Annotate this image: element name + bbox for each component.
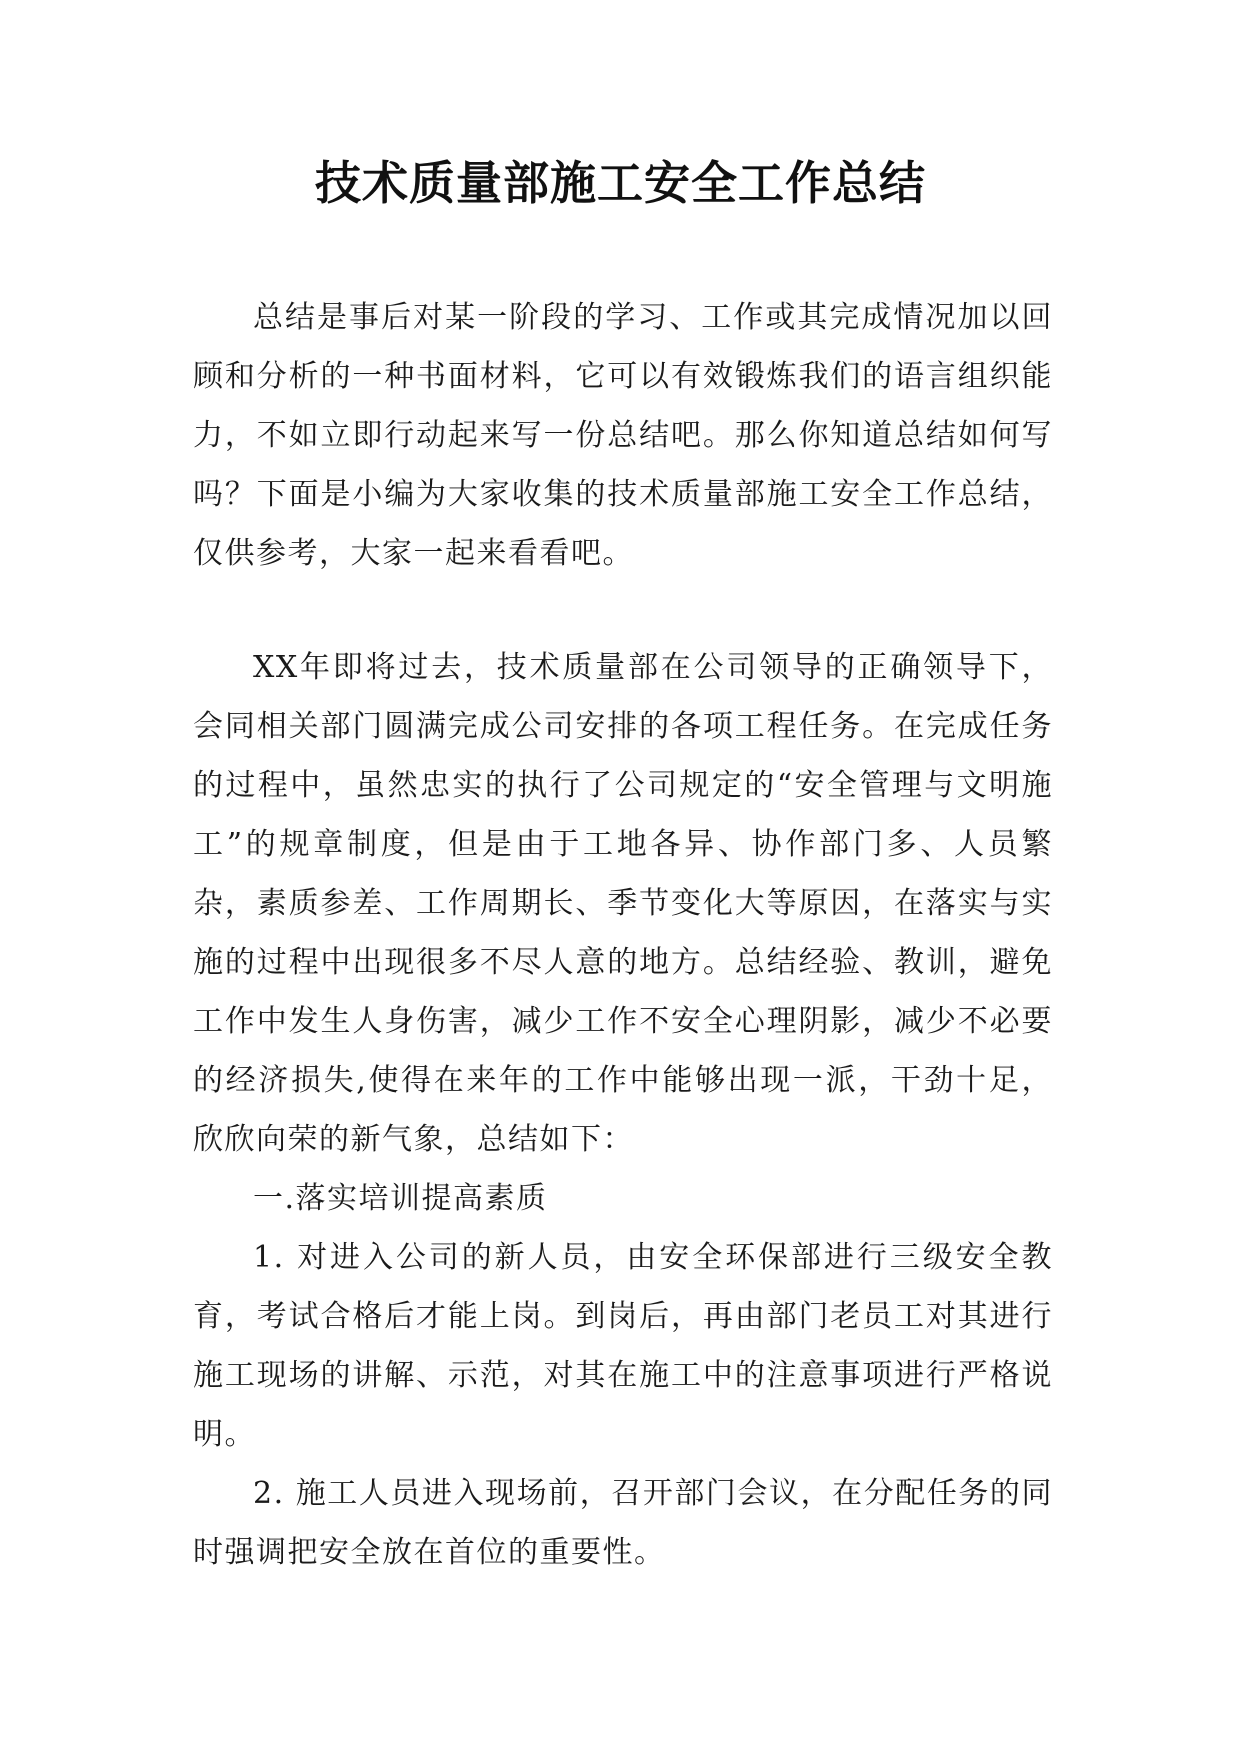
intro-section bbox=[193, 288, 1053, 583]
section-heading-training: 一.落实培训提高素质 bbox=[253, 1181, 548, 1216]
intro-paragraph: 总结是事后对某一阶段的学习、工作或其完成情况加以回顾和分析的一种书面材料，它可以有效锻炼我们的语言组织能力，不如立即行动起来写一份总结吧。那么你知道总结如何写吗？下面是小编为大家收集的技术质量部施工安全工作总结，仅供参考，大家一起来看看吧。 bbox=[193, 300, 1053, 571]
document-title: 技术质量部施工安全工作总结 bbox=[315, 156, 926, 210]
body-paragraph-item-1: 1. 对进入公司的新人员，由安全环保部进行三级安全教育，考试合格后才能上岗。到岗后，再由部门老员工对其进行施工现场的讲解、示范，对其在施工中的注意事项进行严格说明。 bbox=[193, 1240, 1053, 1452]
main-section bbox=[193, 638, 1053, 1582]
body-paragraph-item-2: 2. 施工人员进入现场前，召开部门会议，在分配任务的同时强调把安全放在首位的重要性。 bbox=[193, 1476, 1053, 1570]
body-paragraph-summary: XX年即将过去，技术质量部在公司领导的正确领导下，会同相关部门圆满完成公司安排的各项工程任务。在完成任务的过程中，虽然忠实的执行了公司规定的“安全管理与文明施工”的规章制度，但是由于工地各异、协作部门多、人员繁杂，素质参差、工作周期长、季节变化大等原因，在落实与实施的过程中出现很多不尽人意的地方。总结经验、教训，避免工作中发生人身伤害，减少工作不安全心理阴影，减少不必要的经济损失,使得在来年的工作中能够出现一派，干劲十足，欣欣向荣的新气象，总结如下： bbox=[193, 650, 1053, 1157]
